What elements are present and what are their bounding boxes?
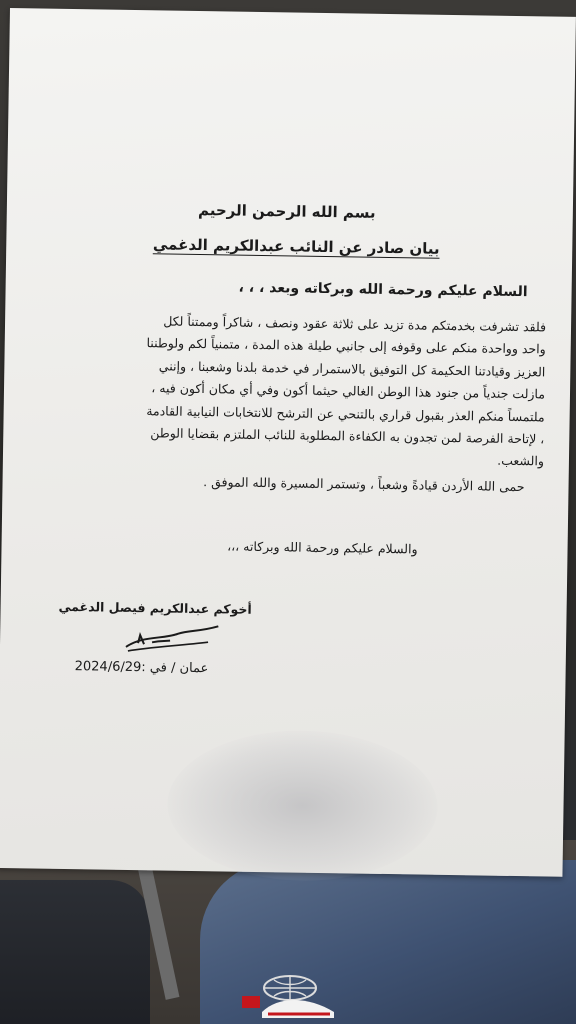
body-line: فلقد تشرفت بخدمتكم مدة تزيد على ثلاثة عقود ونصف ، شاكراً وممتناً لكل [163,313,547,335]
body-line: مازلت جندياً من جنود هذا الوطن الغالي حيثما أكون وفي أي مكان أكون فيه ، [151,380,546,402]
final-salam: والسلام عليكم ورحمة الله وبركاته ،،، [227,538,418,557]
letter-paper [0,8,576,877]
greeting: السلام عليكم ورحمة الله وبركاته وبعد ، ، ، [238,279,528,301]
signer-name: أخوكم عبدالكريم فيصل الدغمي [58,598,252,617]
body-line: واحد وواحدة منكم على وقوفه إلى جانبي طيلة هذه المدة ، متمنياً لكم ولوطننا [146,335,546,357]
place-date: عمان / في :2024/6/29 [74,659,209,677]
body-line: ، لإتاحة الفرصة لمن تجدون به الكفاءة المطلوبة للنائب الملتزم بقضايا الوطن [150,425,545,447]
basmala: بسم الله الرحمن الرحيم [197,200,376,222]
handwritten-signature [118,617,229,659]
body-line: العزيز وقيادتنا الحكيمة كل التوفيق بالاستمرار في خدمة بلدنا وشعبنا ، وإنني [158,358,546,380]
closing-line: حمى الله الأردن قيادةً وشعباً ، وتستمر المسيرة والله الموفق . [203,474,525,495]
dark-trousers [0,880,150,1024]
news-logo-watermark [238,972,342,1020]
body-line: ملتمساً منكم العذر بقبول قراري بالتنحي عن الترشح للانتخابات النيابية القادمة [146,402,545,425]
phone-shadow [166,729,438,883]
body-line: والشعب. [497,453,545,469]
letter-body [39,309,546,474]
statement-title: بيان صادر عن النائب عبدالكريم الدغمي [152,235,440,258]
